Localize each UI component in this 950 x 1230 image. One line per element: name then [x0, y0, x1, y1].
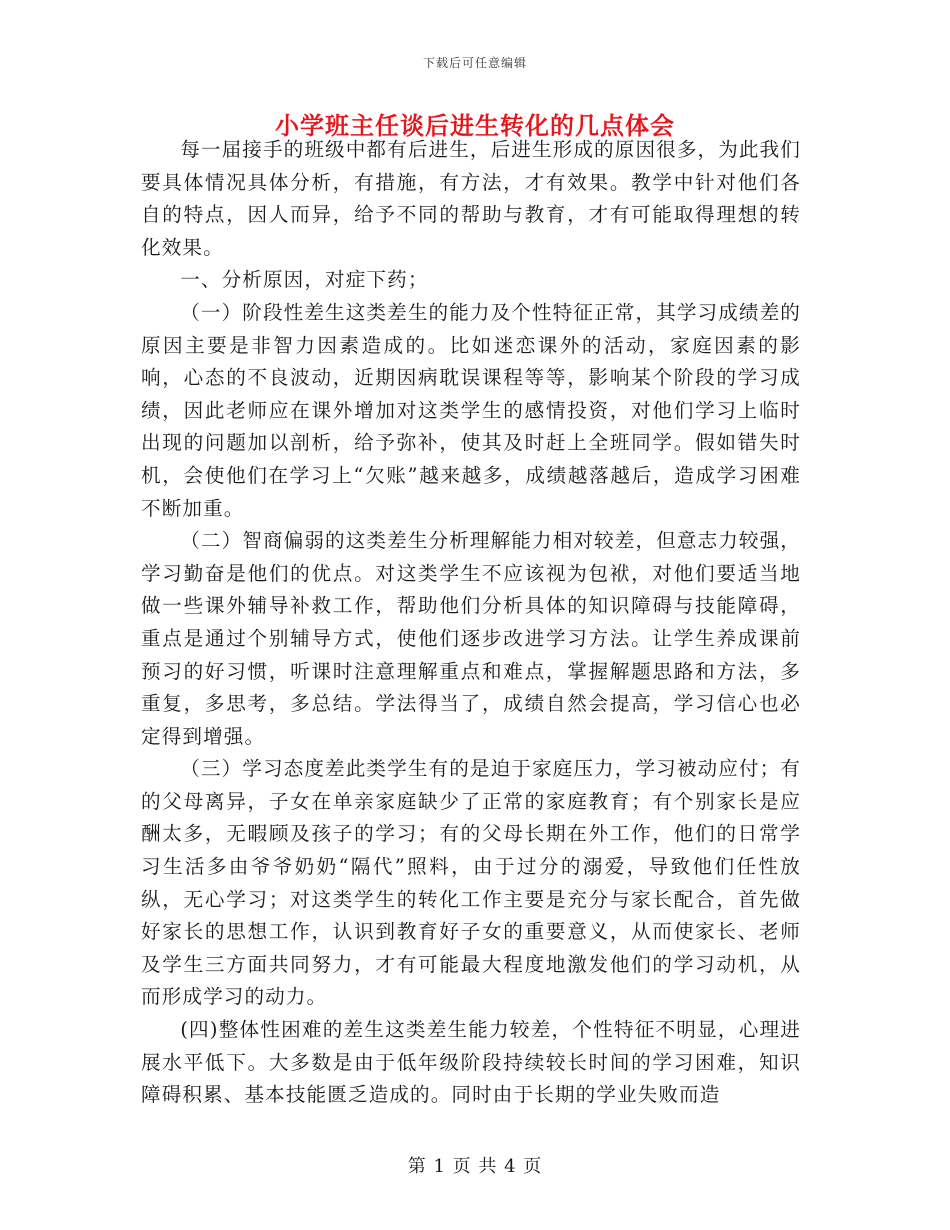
page-header-note: 下载后可任意编辑: [422, 56, 527, 70]
page-number: 第 1 页 共 4 页: [407, 1156, 543, 1177]
paragraph-item-2: （二）智商偏弱的这类差生分析理解能力相对较差，但意志力较强，学习勤奋是他们的优点。对这类学生不应该视为包袱，对他们要适当地做一些课外辅导补救工作，帮助他们分析具体的知识障碍与技能障碍，重点是通过个别辅导方式，使他们逐步改进学习方法。让学生养成课前预习的好习惯，听课时注意理解重点和难点，掌握解题思路和方法，多重复，多思考，多总结。学法得当了，成绩自然会提高，学习信心也必定得到增强。: [141, 529, 801, 748]
paragraph-item-3: （三）学习态度差此类学生有的是迫于家庭压力，学习被动应付；有的父母离异，子女在单亲家庭缺少了正常的家庭教育；有个别家长是应酬太多，无暇顾及孩子的学习；有的父母长期在外工作，他们的日常学习生活多由爷爷奶奶“隔代”照料，由于过分的溺爱，导致他们任性放纵，无心学习；对这类学生的转化工作主要是充分与家长配合，首先做好家长的思想工作，认识到教育好子女的重要意义，从而使家长、老师及学生三方面共同努力，才有可能最大程度地激发他们的学习动机，从而形成学习的动力。: [141, 757, 801, 1009]
paragraph-intro: 每一届接手的班级中都有后进生，后进生形成的原因很多，为此我们要具体情况具体分析，有措施，有方法，才有效果。教学中针对他们各自的特点，因人而异，给予不同的帮助与教育，才有可能取得理想的转化效果。: [141, 138, 801, 259]
document-body: [141, 134, 801, 1112]
paragraph-item-1: （一）阶段性差生这类差生的能力及个性特征正常，其学习成绩差的原因主要是非智力因素造成的。比如迷恋课外的活动，家庭因素的影响，心态的不良波动，近期因病耽误课程等等，影响某个阶段的学习成绩，因此老师应在课外增加对这类学生的感情投资，对他们学习上临时出现的问题加以剖析，给予弥补，使其及时赶上全班同学。假如错失时机，会使他们在学习上“欠账”越来越多，成绩越落越后，造成学习困难不断加重。: [141, 300, 801, 520]
document-title: 小学班主任谈后进生转化的几点体会: [275, 111, 675, 140]
paragraph-section-heading: 一、分析原因，对症下药；: [180, 268, 429, 292]
paragraph-item-4: (四)整体性困难的差生这类差生能力较差，个性特征不明显，心理进展水平低下。大多数是由于低年级阶段持续较长时间的学习困难，知识障碍积累、基本技能匮乏造成的。同时由于长期的学业失败而造: [141, 1018, 801, 1107]
